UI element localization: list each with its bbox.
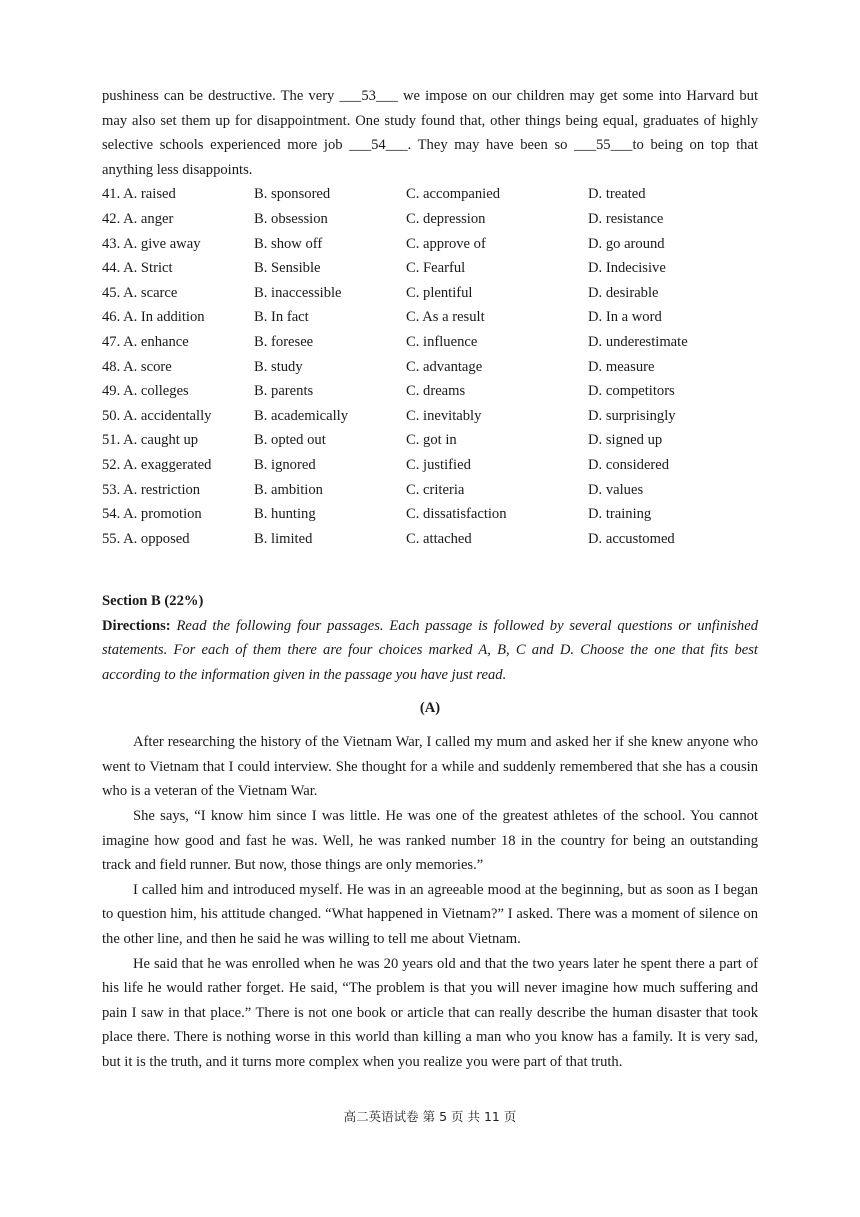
option-row (102, 330, 758, 355)
option-choice: B. ignored (254, 456, 316, 473)
page-footer: 高二英语试卷 第 5 页 共 11 页 (343, 1109, 517, 1124)
option-choice: D. considered (588, 456, 670, 473)
section-title: Section B (22%) (102, 593, 204, 610)
option-choice: B. academically (254, 407, 349, 424)
directions-label: Directions: (102, 617, 171, 634)
option-choice: C. plentiful (406, 284, 473, 301)
option-choice: D. Indecisive (588, 260, 666, 277)
passage-paragraph: I called him and introduced myself. He was in an agreeable mood at the beginning, but as soon as I began to question him, his attitude changed. “What happened in Vietnam?” I asked. There was a moment of silence on the other line, and then he said he was willing to tell me about Vietnam. (102, 881, 758, 947)
option-row (102, 305, 758, 330)
passage-paragraph: She says, “I know him since I was little. He was one of the greatest athletes of the school. You cannot imagine how good and fast he was. Well, he was ranked number 18 in the country for being an outstanding track and field runner. But now, those things are only memories.” (102, 808, 758, 874)
option-choice: C. got in (406, 432, 457, 449)
option-choice: B. ambition (254, 481, 323, 498)
option-choice: D. underestimate (588, 333, 688, 350)
option-choice: B. inaccessible (254, 284, 342, 301)
option-row (102, 256, 758, 281)
option-choice: D. desirable (588, 284, 659, 301)
option-choice: B. obsession (254, 210, 328, 227)
option-choice: 42. A. anger (102, 210, 174, 227)
option-choice: B. foresee (254, 333, 314, 350)
option-choice: D. treated (588, 186, 646, 203)
option-choice: 43. A. give away (102, 235, 201, 252)
option-choice: D. In a word (588, 309, 662, 326)
exam-page (102, 84, 758, 1075)
option-row (102, 478, 758, 503)
option-row (102, 527, 758, 552)
option-row (102, 355, 758, 380)
option-choice: B. sponsored (254, 186, 331, 203)
option-row (102, 232, 758, 257)
intro-paragraph: pushiness can be destructive. The very ___53___ we impose on our children may get some into Harvard but may also set them up for disappointment. One study found that, other things being equal, graduates of highly selective schools experienced more job ___54___. They may have been so ___55___to being on top that anything less disappoints. (102, 88, 758, 178)
passage-paragraph: After researching the history of the Vietnam War, I called my mum and asked her if she knew anyone who went to Vietnam that I could interview. She thought for a while and suddenly remembered that she has a cousin who is a veteran of the Vietnam War. (102, 734, 758, 800)
option-choice: 45. A. scarce (102, 284, 178, 301)
option-choice: 55. A. opposed (102, 530, 190, 547)
option-choice: C. dreams (406, 383, 466, 400)
option-choice: C. justified (406, 456, 471, 473)
option-choice: B. limited (254, 530, 313, 547)
option-choice: D. go around (588, 235, 665, 252)
option-choice: C. depression (406, 210, 486, 227)
option-choice: 50. A. accidentally (102, 407, 212, 424)
option-row (102, 379, 758, 404)
option-choice: 52. A. exaggerated (102, 456, 212, 473)
option-choice: B. study (254, 358, 303, 375)
option-row (102, 428, 758, 453)
option-choice: 53. A. restriction (102, 481, 201, 498)
option-choice: D. values (588, 481, 644, 498)
option-choice: D. training (588, 506, 652, 523)
option-choice: B. hunting (254, 506, 316, 523)
directions-text: Read the following four passages. Each passage is followed by several questions or unfinished statements. For each of them there are four choices marked A, B, C and D. Choose the one that fits best according to the information given in the passage you have just read. (102, 617, 758, 684)
passage-paragraph: He said that he was enrolled when he was 20 years old and that the two years later he spent there a part of his life he would rather forget. He said, “The problem is that you will never imagine how much suffering and pain I saw in that place.” There is not one book or article that can really describe the human disaster that took place there. There is nothing worse in this world than killing a man who you know has a family. It is very sad, but it is the truth, and it turns more complex when you realize you were part of that truth. (102, 955, 758, 1070)
option-choice: C. advantage (406, 358, 483, 375)
option-choice: D. resistance (588, 210, 664, 227)
option-choice: C. attached (406, 530, 472, 547)
option-choice: B. Sensible (254, 260, 321, 277)
option-choice: D. surprisingly (588, 407, 676, 424)
option-choice: C. Fearful (406, 260, 466, 277)
option-choice: C. dissatisfaction (406, 506, 507, 523)
option-choice: 44. A. Strict (102, 260, 173, 277)
option-choice: B. In fact (254, 309, 309, 326)
option-choice: C. criteria (406, 481, 465, 498)
option-choice: C. inevitably (406, 407, 482, 424)
option-choice: D. accustomed (588, 530, 675, 547)
option-row (102, 207, 758, 232)
directions (102, 614, 758, 688)
option-choice: D. signed up (588, 432, 663, 449)
option-row (102, 281, 758, 306)
option-choice: C. influence (406, 333, 478, 350)
option-choice: D. measure (588, 358, 655, 375)
options-list (102, 182, 758, 551)
option-choice: 49. A. colleges (102, 383, 189, 400)
option-choice: 54. A. promotion (102, 506, 202, 523)
option-choice: 47. A. enhance (102, 333, 189, 350)
option-row (102, 453, 758, 478)
option-row (102, 404, 758, 429)
option-choice: C. approve of (406, 235, 486, 252)
passage-label: (A) (419, 699, 441, 716)
option-choice: D. competitors (588, 383, 675, 400)
option-choice: 51. A. caught up (102, 432, 199, 449)
option-row (102, 502, 758, 527)
option-choice: 41. A. raised (102, 186, 176, 203)
option-choice: 48. A. score (102, 358, 172, 375)
option-choice: B. parents (254, 383, 314, 400)
option-choice: B. show off (254, 235, 323, 252)
option-row (102, 182, 758, 207)
option-choice: B. opted out (254, 432, 326, 449)
option-choice: C. As a result (406, 309, 485, 326)
option-choice: 46. A. In addition (102, 309, 205, 326)
option-choice: C. accompanied (406, 186, 501, 203)
